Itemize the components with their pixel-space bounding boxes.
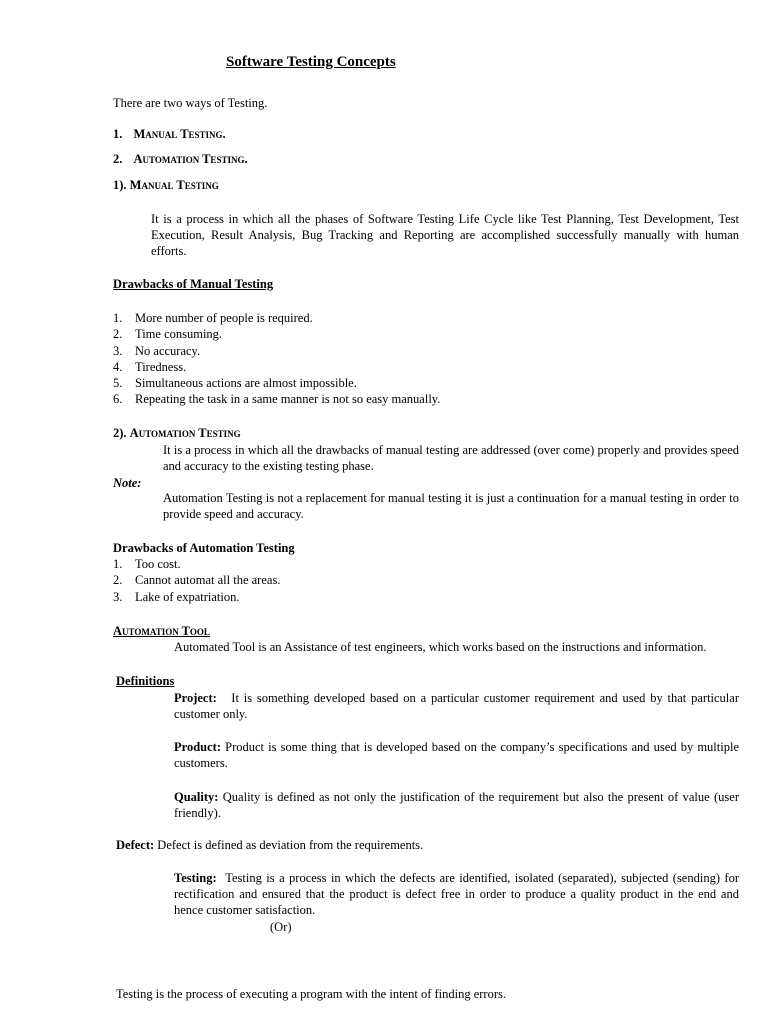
definition-label: Project:	[174, 691, 217, 705]
definition-label: Testing:	[174, 871, 217, 885]
list-item: 2. Cannot automat all the areas.	[113, 573, 281, 588]
definition-defect	[116, 837, 423, 853]
automation-drawbacks-list	[113, 556, 280, 605]
definition-project	[174, 690, 739, 722]
way-label: Automation Testing.	[133, 152, 248, 166]
note-text: Automation Testing is not a replacement for manual testing it is just a continuation for a manual testing in order to provide speed and accuracy.	[163, 491, 739, 521]
definition-quality	[174, 789, 749, 821]
list-item: 4. Tiredness.	[113, 359, 187, 374]
definition-testing	[174, 870, 739, 918]
definitions-heading: Definitions	[116, 674, 175, 688]
list-item: 2. Time consuming.	[113, 327, 223, 342]
automation-drawbacks-heading: Drawbacks of Automation Testing	[113, 541, 295, 555]
definition-text: Defect is defined as deviation from the requirements.	[157, 838, 424, 852]
definition-text: Product is some thing that is developed based on the company’s specifications and used by multiple customers.	[174, 740, 739, 770]
definition-label: Product:	[174, 740, 221, 754]
automation-tool-heading: Automation Tool	[113, 624, 210, 638]
definition-label: Defect:	[116, 838, 155, 852]
automation-tool-description: Automated Tool is an Assistance of test engineers, which works based on the instructions and information.	[174, 640, 707, 654]
list-item: 1. Too cost.	[113, 557, 181, 571]
manual-testing-heading: 1). Manual Testing	[113, 178, 219, 192]
definition-product	[174, 739, 739, 771]
or-text: (Or)	[270, 920, 292, 934]
list-item: 5. Simultaneous actions are almost impossible.	[113, 376, 357, 391]
note-label: Note:	[113, 476, 142, 490]
manual-drawbacks-list	[113, 310, 440, 408]
way-item-automation	[113, 151, 248, 167]
automation-testing-heading: 2). Automation Testing	[113, 426, 241, 440]
list-item: 1. More number of people is required.	[113, 311, 313, 325]
way-number: 1.	[113, 127, 123, 141]
manual-drawbacks-heading: Drawbacks of Manual Testing	[113, 277, 274, 291]
manual-testing-description: It is a process in which all the phases of Software Testing Life Cycle like Test Planning, Test Development, Test Execution, Result Analysis, Bug Tracking and Reporting are accomplished successfully manually with human efforts.	[151, 212, 739, 258]
list-item: 3. No accuracy.	[113, 343, 201, 358]
definition-text: Quality is defined as not only the justification of the requirement but also the present of value (user friendly).	[174, 790, 749, 820]
way-label: Manual Testing.	[133, 127, 226, 141]
definition-text: It is something developed based on a particular customer requirement and used by that particular customer only.	[174, 691, 739, 721]
definition-label: Quality:	[174, 790, 219, 804]
final-definition: Testing is the process of executing a program with the intent of finding errors.	[116, 987, 506, 1001]
way-item-manual	[113, 126, 226, 142]
intro-text: There are two ways of Testing.	[113, 96, 268, 110]
way-number: 2.	[113, 152, 123, 166]
list-item: 6. Repeating the task in a same manner is not so easy manually.	[113, 392, 441, 407]
definition-text: Testing is a process in which the defects are identified, isolated (separated), subjected (sending) for rectification and ensured that the product is defect free in order to produce a quality product in the end and hence customer satisfaction.	[174, 871, 739, 917]
list-item: 3. Lake of expatriation.	[113, 589, 240, 604]
page-title: Software Testing Concepts	[226, 54, 396, 70]
automation-testing-description: It is a process in which all the drawbacks of manual testing are addressed (over come) properly and provides speed and accuracy to the existing testing phase.	[163, 443, 739, 473]
